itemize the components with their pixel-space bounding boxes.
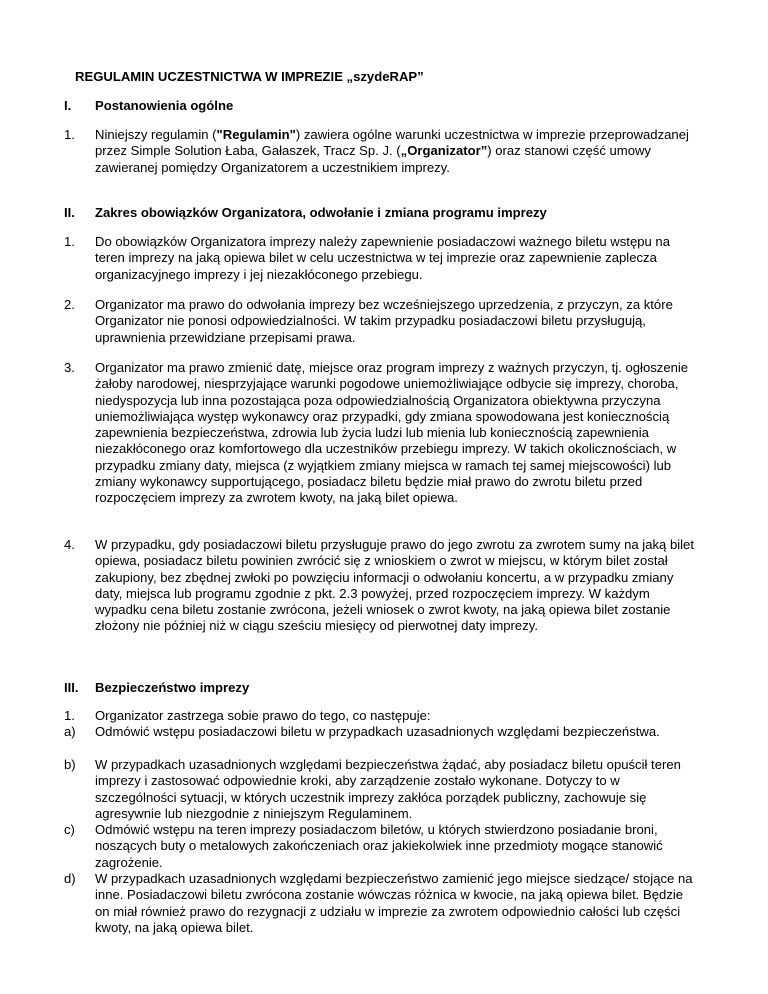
list-marker: 1.: [64, 127, 75, 142]
list-marker: a): [64, 724, 76, 739]
list-item: [64, 537, 696, 635]
paragraph: [95, 127, 696, 176]
list-marker: c): [64, 822, 75, 837]
bold-term: "Regulamin": [216, 127, 296, 142]
section-title: Bezpieczeństwo imprezy: [95, 680, 250, 695]
section-heading-2: [64, 205, 547, 221]
list-item: [64, 360, 696, 507]
bold-term: „Organizator”: [400, 143, 488, 159]
paragraph: Organizator ma prawo do odwołania imprezy bez wcześniejszego uprzedzenia, z przyczyn, za które Organizator nie ponosi odpowiedzialności. W takim przypadku posiadaczowi biletu przysługują, uprawnienia przewidziane przepisami prawa.: [95, 297, 673, 345]
section-number: III.: [64, 680, 79, 695]
paragraph: W przypadku, gdy posiadaczowi biletu przysługuje prawo do jego zwrotu za zwrotem sumy na jaką bilet opiewa, posiadacz biletu powinien zwrócić się z wnioskiem o zwrot w miejscu, w którym bilet został zakupiony, bez zbędnej zwłoki po powzięciu informacji o odwołaniu koncertu, a w przypadku zmiany daty, miejsca lub programu zgodnie z pkt. 2.3 powyżej, przed rozpoczęciem imprezy. W każdym wypadku cena biletu zostanie zwrócona, jeżeli wniosek o zwrot kwoty, na jaką opiewa bilet zostanie złożony nie później niż w ciągu sześciu miesięcy od pierwotnej daty imprezy.: [95, 537, 694, 634]
section-title: Postanowienia ogólne: [95, 98, 234, 113]
paragraph: Do obowiązków Organizatora imprezy należy zapewnienie posiadaczowi ważnego biletu wstępu na teren imprezy na jaką opiewa bilet w celu uczestnictwa w tej imprezie oraz zapewnienie zaplecza organizacyjnego imprezy i jej niezakłóconego przebiegu.: [95, 234, 670, 282]
list-marker: 1.: [64, 234, 75, 249]
list-marker: d): [64, 871, 76, 886]
paragraph: Organizator ma prawo zmienić datę, miejsce oraz program imprezy z ważnych przyczyn, tj. ogłoszenie żałoby narodowej, niesprzyjające warunki pogodowe uniemożliwiające odbycie się imprezy, choroba, niedyspozycja lub inna pozostająca poza odpowiedzialnością Organizatora obiektywna przyczyna uniemożliwiająca występ wykonawcy oraz przypadki, gdy zmiana spowodowana jest koniecznością zapewnienia bezpieczeństwa, zdrowia lub życia ludzi lub mienia lub koniecznością zapewnienia niezakłóconego oraz komfortowego dla uczestników przebiegu imprezy. W takich okolicznościach, w przypadku zmiany daty, miejsca (z wyjątkiem zmiany miejsca w ramach tej samej miejscowości) lub zmiany wykonawcy supportującego, posiadacz biletu będzie miał prawo do zwrotu biletu przed rozpoczęciem imprezy za zwrotem kwoty, na jaką bilet opiewa.: [95, 360, 689, 506]
paragraph: W przypadkach uzasadnionych względami bezpieczeństwo zamienić jego miejsce siedzące/ stojące na inne. Posiadaczowi biletu zwrócona zostanie wówczas różnica w kwocie, na jaką opiewa bilet. Będzie on miał również prawo do rezygnacji z udziału w imprezie za zwrotem odpowiednio całości lub części kwoty, na jaką opiewa bilet.: [95, 871, 693, 935]
paragraph: W przypadkach uzasadnionych względami bezpieczeństwa żądać, aby posiadacz biletu opuścił teren imprezy i zastosować odpowiednie kroki, aby zarządzenie zostało wykonane. Dotyczy to w szczególności sytuacji, w których uczestnik imprezy zakłóca porządek publiczny, zachowuje się agresywnie lub niezgodnie z niniejszym Regulaminem.: [95, 757, 681, 821]
list-item: [64, 708, 696, 724]
paragraph: Odmówić wstępu na teren imprezy posiadaczom biletów, u których stwierdzono posiadanie broni, noszących buty o metalowych zakończeniach oraz jakiekolwiek inne przedmioty mogące stanowić zagrożenie.: [95, 822, 663, 870]
document-title: REGULAMIN UCZESTNICTWA W IMPREZIE „szydeRAP”: [75, 69, 424, 84]
list-marker: 4.: [64, 537, 75, 552]
paragraph: Odmówić wstępu posiadaczowi biletu w przypadkach uzasadnionych względami bezpieczeństwa.: [95, 724, 660, 739]
list-marker: b): [64, 757, 76, 772]
list-item: [64, 724, 696, 740]
text-span: ) oraz stanowi część umowy zawieranej pomiędzy Organizatorem a uczestnikiem imprezy.: [95, 143, 651, 175]
text-span: Niniejszy regulamin (: [95, 127, 217, 142]
list-item: [64, 822, 696, 871]
list-marker: 3.: [64, 360, 75, 375]
section-number: I.: [64, 98, 72, 113]
list-item: [64, 871, 696, 936]
list-marker: 1.: [64, 708, 75, 723]
list-item: [64, 234, 696, 283]
section-title: Zakres obowiązków Organizatora, odwołanie i zmiana programu imprezy: [95, 205, 547, 220]
paragraph: Organizator zastrzega sobie prawo do tego, co następuje:: [95, 708, 431, 723]
text-span: ) zawiera ogólne warunki uczestnictwa w imprezie przeprowadzanej przez Simple Solution Łaba, Gałaszek, Tracz Sp. J. (: [95, 127, 689, 159]
list-item: [64, 297, 696, 346]
section-heading-1: [64, 98, 233, 114]
list-marker: 2.: [64, 297, 75, 312]
list-item: [64, 757, 696, 822]
section-number: II.: [64, 205, 75, 220]
list-item: [64, 127, 696, 176]
section-heading-3: [64, 680, 249, 696]
